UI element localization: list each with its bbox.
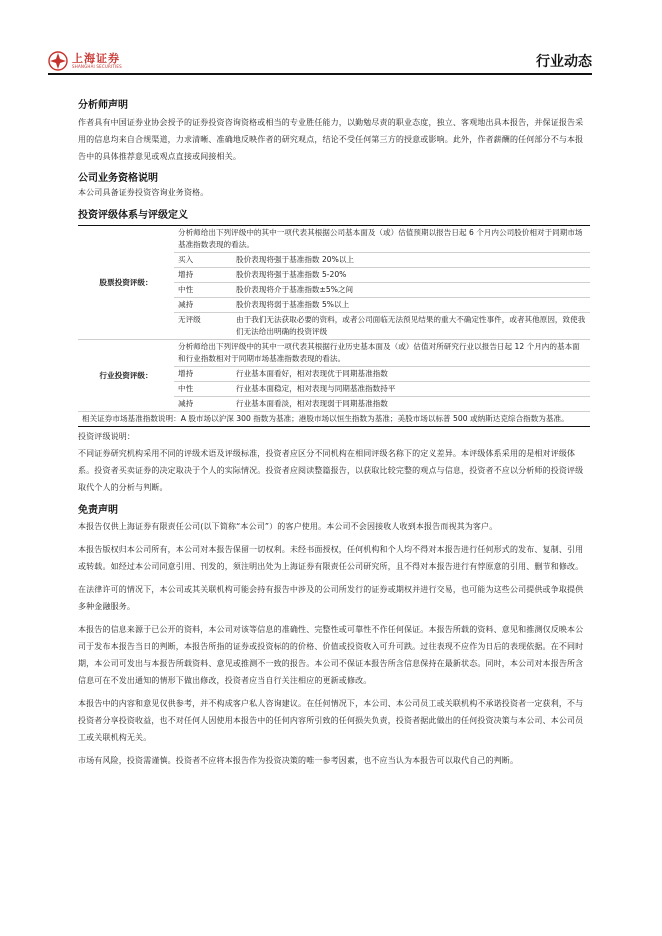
rating-name: 减持 xyxy=(174,397,232,412)
rating-table xyxy=(78,225,590,427)
rating-name: 中性 xyxy=(174,283,232,298)
rating-desc: 由于我们无法获取必要的资料，或者公司面临无法预见结果的重大不确定性事件，或者其他原因，致使我们无法给出明确的投资评级 xyxy=(232,313,590,340)
rating-desc: 行业基本面稳定，相对表现与同期基准指数持平 xyxy=(232,382,590,397)
report-section-title: 行业动态 xyxy=(536,54,592,70)
disclaimer-paragraph: 本报告的信息来源于已公开的资料，本公司对该等信息的准确性、完整性或可靠性不作任何保证。本报告所载的资料、意见和推测仅反映本公司于发布本报告当日的判断，本报告所指的证券或投资标的的价格、价值或投资收入可升可跌。过往表现不应作为日后的表现依据。在不同时期，本公司可发出与本报告所载资料、意见或推测不一致的报告。本公司不保证本报告所含信息保持在最新状态。同时，本公司对本报告所含信息可在不发出通知的情形下做出修改，投资者应当自行关注相应的更新或修改。 xyxy=(78,625,584,685)
rating-desc: 股价表现将介于基准指数±5%之间 xyxy=(232,283,590,298)
company-logo xyxy=(48,50,122,72)
rating-heading: 投资评级体系与评级定义 xyxy=(78,210,188,221)
disclaimer-heading: 免责声明 xyxy=(78,505,118,516)
stock-rating-label: 股票投资评级： xyxy=(78,226,174,340)
rating-desc: 股价表现将强于基准指数 5-20% xyxy=(232,268,590,283)
benchmark-note-row xyxy=(78,412,590,427)
disclaimer-paragraph: 本报告中的内容和意见仅供参考，并不构成客户私人咨询建议。在任何情况下，本公司、本公司员工或关联机构不承诺投资者一定获利，不与投资者分享投资收益，也不对任何人因使用本报告中的任何内容所引致的任何损失负责，投资者据此做出的任何投资决策与本公司、本公司员工或关联机构无关。 xyxy=(78,699,584,742)
logo-cn-text: 上海证券 xyxy=(72,52,120,65)
rating-desc: 行业基本面看淡，相对表现弱于同期基准指数 xyxy=(232,397,590,412)
industry-rating-label: 行业投资评级： xyxy=(78,340,174,412)
page-header xyxy=(48,50,592,72)
rating-note-text: 不同证券研究机构采用不同的评级术语及评级标准，投资者应区分不同机构在相同评级名称下的定义差异。本评级体系采用的是相对评级体系。投资者买卖证券的决定取决于个人的实际情况。投资者应阅读整篇报告，以获取比较完整的观点与信息，投资者不应以分析师的投资评级取代个人的分析与判断。 xyxy=(78,449,584,492)
disclaimer-paragraph: 市场有风险，投资需谨慎。投资者不应将本报告作为投资决策的唯一参考因素，也不应当认为本报告可以取代自己的判断。 xyxy=(78,756,519,765)
rating-name: 中性 xyxy=(174,382,232,397)
rating-name: 增持 xyxy=(174,268,232,283)
logo-en-text: SHANGHAI SECURITIES xyxy=(72,64,122,69)
industry-rating-intro: 分析师给出下列评级中的其中一项代表其根据行业历史基本面及（或）估值对所研究行业以报告日起 12 个月内的基本面和行业指数相对于同期市场基准指数表现的看法。 xyxy=(174,340,590,367)
rating-name: 无评级 xyxy=(174,313,232,340)
logo-mark-icon xyxy=(48,51,68,71)
industry-rating-intro-row xyxy=(78,340,590,367)
stock-rating-intro-row xyxy=(78,226,590,253)
analyst-text: 作者具有中国证券业协会授予的证券投资咨询资格或相当的专业胜任能力，以勤勉尽责的职业态度，独立、客观地出具本报告，并保证报告采用的信息均来自合规渠道，力求清晰、准确地反映作者的研究观点，结论不受任何第三方的授意或影响。此外，作者薪酬的任何部分不与本报告中的具体推荐意见或观点直接或间接相关。 xyxy=(78,118,584,161)
qualification-heading: 公司业务资格说明 xyxy=(78,173,158,184)
report-body xyxy=(78,96,590,769)
disclaimer-paragraph: 本报告仅供上海证券有限责任公司(以下简称“本公司”）的客户使用。本公司不会因接收人收到本报告而视其为客户。 xyxy=(78,522,498,531)
rating-name: 减持 xyxy=(174,298,232,313)
rating-note-heading: 投资评级说明： xyxy=(78,432,136,441)
rating-desc: 股价表现将弱于基准指数 5%以上 xyxy=(232,298,590,313)
rating-name: 买入 xyxy=(174,253,232,268)
disclaimer-paragraph: 本报告版权归本公司所有，本公司对本报告保留一切权利。未经书面授权，任何机构和个人均不得对本报告进行任何形式的发布、复制、引用或转载。如经过本公司同意引用、刊发的，须注明出处为上海证券有限责任公司研究所，且不得对本报告进行有悖原意的引用、删节和修改。 xyxy=(78,545,584,571)
rating-name: 增持 xyxy=(174,367,232,382)
benchmark-note: 相关证券市场基准指数说明：A 股市场以沪深 300 指数为基准；港股市场以恒生指数为基准；美股市场以标普 500 或纳斯达克综合指数为基准。 xyxy=(78,412,590,427)
analyst-heading: 分析师声明 xyxy=(78,100,128,111)
stock-rating-intro: 分析师给出下列评级中的其中一项代表其根据公司基本面及（或）估值预期以报告日起 6 个月内公司股价相对于同期市场基准指数表现的看法。 xyxy=(174,226,590,253)
rating-desc: 行业基本面看好，相对表现优于同期基准指数 xyxy=(232,367,590,382)
rating-desc: 股价表现将强于基准指数 20%以上 xyxy=(232,253,590,268)
qualification-text: 本公司具备证券投资咨询业务资格。 xyxy=(78,188,209,197)
disclaimer-paragraph: 在法律许可的情况下，本公司或其关联机构可能会持有报告中涉及的公司所发行的证券或期权并进行交易，也可能为这些公司提供或争取提供多种金融服务。 xyxy=(78,585,584,611)
header-rule xyxy=(48,73,592,75)
